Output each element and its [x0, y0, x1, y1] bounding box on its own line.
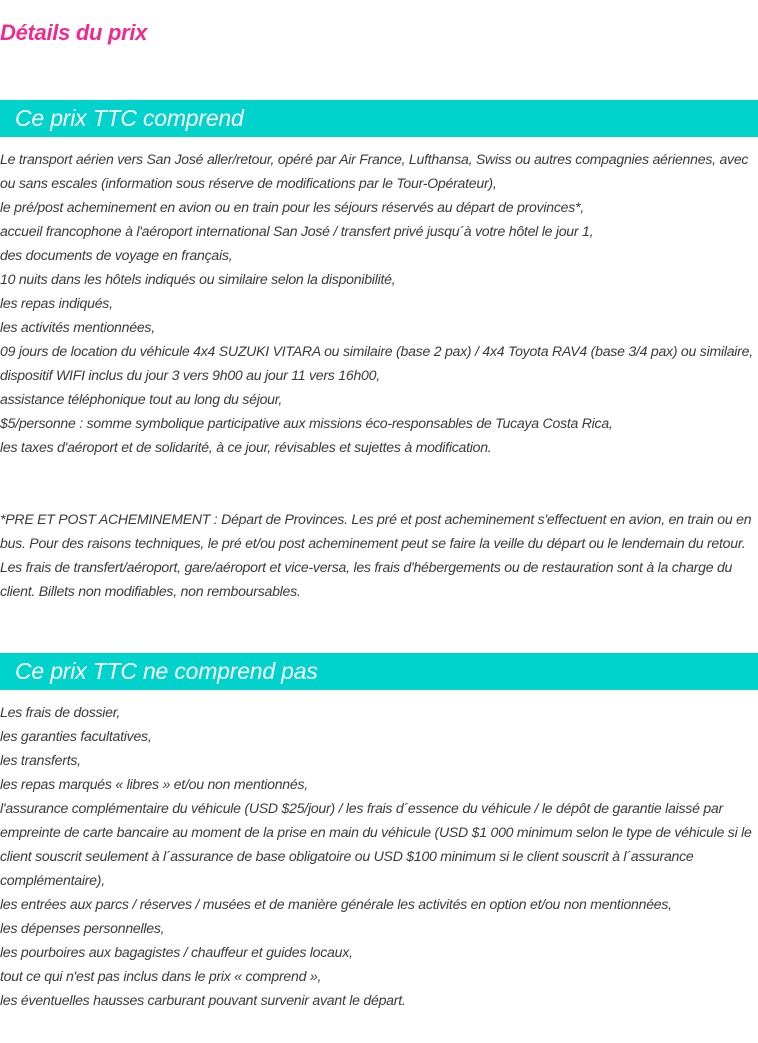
list-item: des documents de voyage en français, [0, 247, 233, 263]
list-item: tout ce qui n'est pas inclus dans le prix « comprend », [0, 968, 322, 984]
included-section-header: Ce prix TTC comprend [0, 100, 758, 137]
list-item: le pré/post acheminement en avion ou en train pour les séjours réservés au départ de provinces*, [0, 199, 584, 215]
list-item: l'assurance complémentaire du véhicule (USD $25/jour) / les frais d´essence du véhicule / le dépôt de garantie laissé par empreinte de carte bancaire au moment de la prise en main du véhicule (USD $1 000 minimum selon le type de véhicule si le client souscrit seulement à l´assurance de base obligatoire ou USD $100 minimum si le client souscrit à l´assurance complémentaire), [0, 800, 752, 888]
list-item: les repas marqués « libres » et/ou non mentionnés, [0, 776, 308, 792]
list-item: Le transport aérien vers San José aller/retour, opéré par Air France, Lufthansa, Swiss ou autres compagnies aériennes, avec ou sans escales (information sous réserve de modifications par le Tour-Opérateur), [0, 151, 749, 191]
list-item: assistance téléphonique tout au long du séjour, [0, 391, 283, 407]
list-item: les entrées aux parcs / réserves / musées et de manière générale les activités en option et/ou non mentionnées, [0, 896, 672, 912]
page-title: Détails du prix [0, 20, 148, 45]
pre-post-routing-note: *PRE ET POST ACHEMINEMENT : Départ de Provinces. Les pré et post acheminement s'effectuent en avion, en train ou en bus. Pour des raisons techniques, le pré et/ou post acheminement peut se faire la veille du départ ou le lendemain du retour. Les frais de transfert/aéroport, gare/aéroport et vice-versa, les frais d'hébergements ou de restauration sont à la charge du client. Billets non modifiables, non remboursables. [0, 511, 752, 599]
list-item: dispositif WIFI inclus du jour 3 vers 9h00 au jour 11 vers 16h00, [0, 367, 380, 383]
list-item: les pourboires aux bagagistes / chauffeur et guides locaux, [0, 944, 353, 960]
list-item: les éventuelles hausses carburant pouvant survenir avant le départ. [0, 992, 406, 1008]
list-item: les taxes d'aéroport et de solidarité, à ce jour, révisables et sujettes à modification. [0, 439, 492, 455]
list-item: les garanties facultatives, [0, 728, 152, 744]
excluded-section-header: Ce prix TTC ne comprend pas [0, 653, 758, 690]
list-item: 10 nuits dans les hôtels indiqués ou similaire selon la disponibilité, [0, 271, 396, 287]
list-item: les transferts, [0, 752, 81, 768]
list-item: les repas indiqués, [0, 295, 113, 311]
excluded-list [0, 700, 758, 1012]
list-item: $5/personne : somme symbolique participative aux missions éco-responsables de Tucaya Costa Rica, [0, 415, 613, 431]
list-item: Les frais de dossier, [0, 704, 121, 720]
list-item: les dépenses personnelles, [0, 920, 165, 936]
list-item: les activités mentionnées, [0, 319, 155, 335]
list-item: accueil francophone à l'aéroport international San José / transfert privé jusqu´à votre hôtel le jour 1, [0, 223, 594, 239]
included-list [0, 147, 758, 459]
list-item: 09 jours de location du véhicule 4x4 SUZUKI VITARA ou similaire (base 2 pax) / 4x4 Toyota RAV4 (base 3/4 pax) ou similaire, [0, 343, 753, 359]
